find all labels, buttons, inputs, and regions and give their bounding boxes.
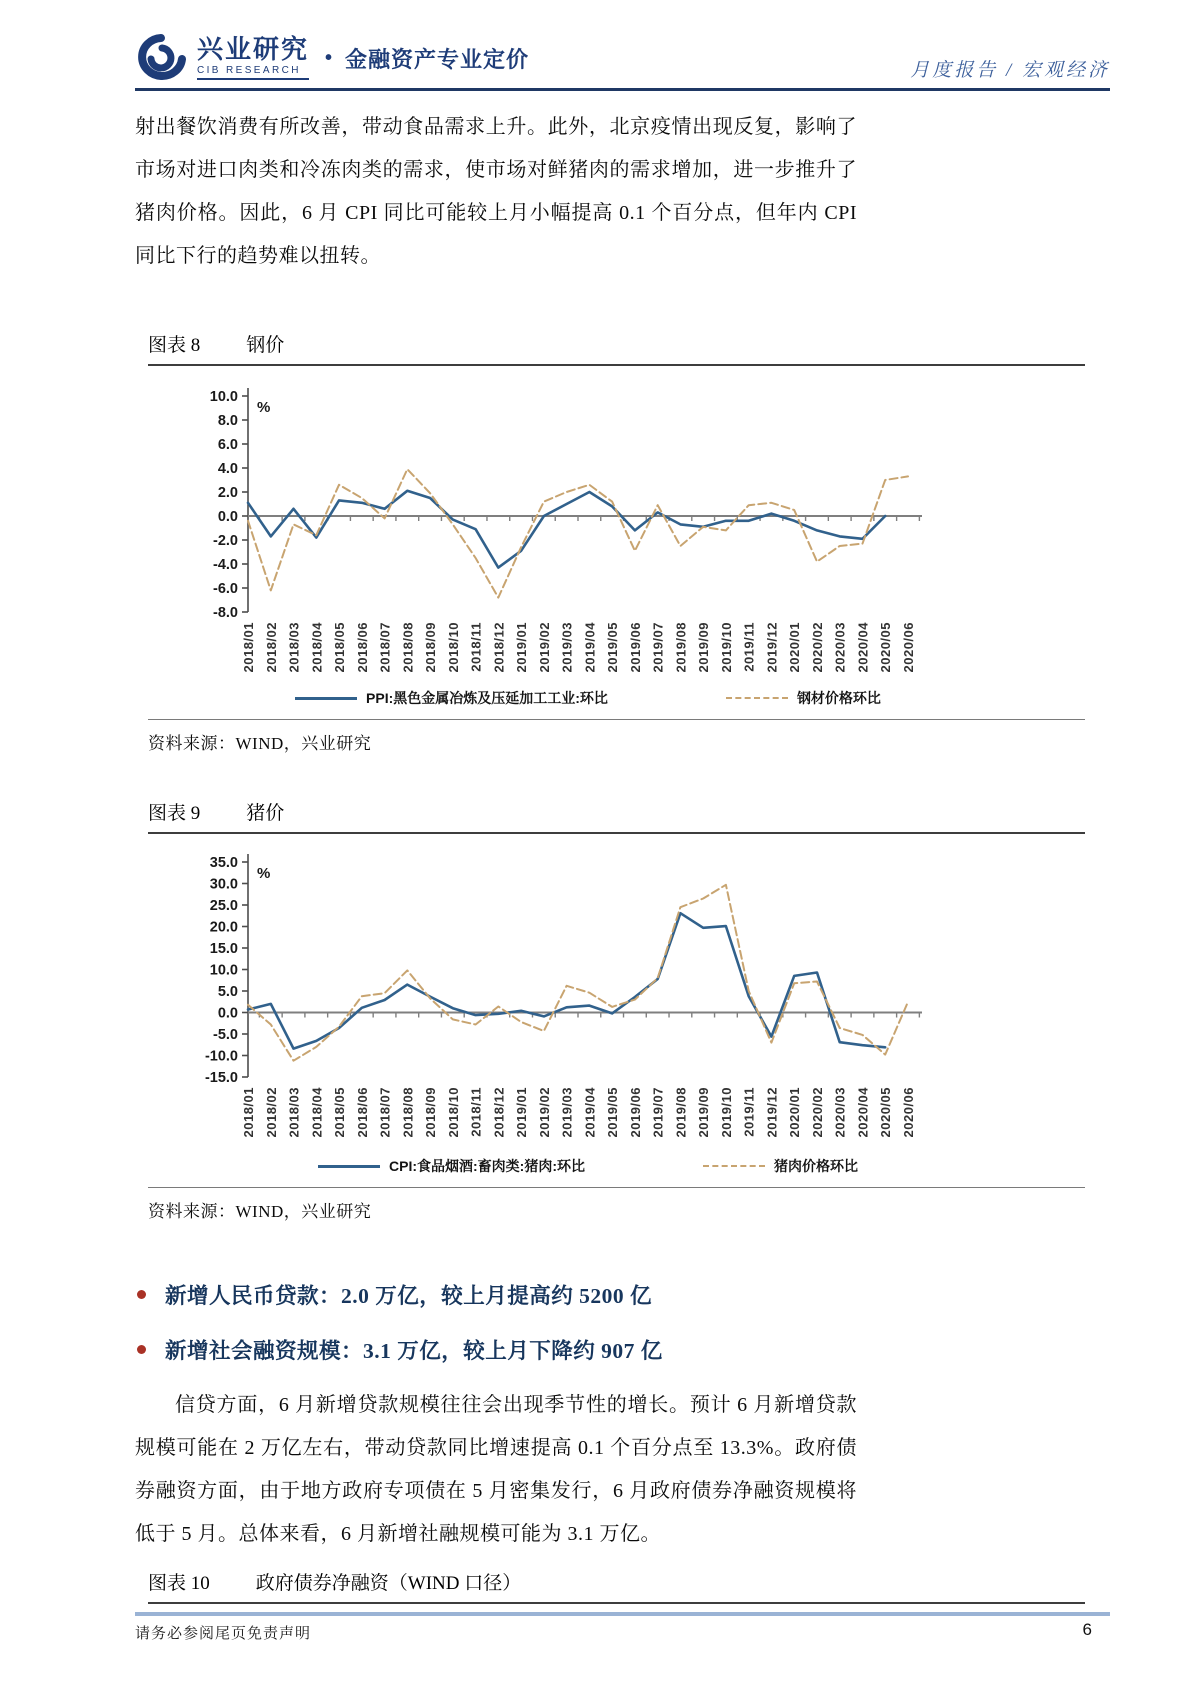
svg-text:8.0: 8.0 <box>217 413 238 429</box>
svg-text:2018/06: 2018/06 <box>354 1087 370 1138</box>
figure-8-title-row <box>148 330 1085 364</box>
svg-text:2018/04: 2018/04 <box>309 1087 325 1138</box>
header-rule <box>135 88 1110 91</box>
svg-text:2019/08: 2019/08 <box>673 622 689 673</box>
bullet-dot-icon <box>137 1290 146 1299</box>
svg-text:-15.0: -15.0 <box>204 1070 238 1086</box>
steel-price-chart <box>148 370 1085 687</box>
svg-text:2019/02: 2019/02 <box>536 622 552 673</box>
figure-8-label: 图表 8 <box>148 335 201 356</box>
svg-text:2018/03: 2018/03 <box>286 622 302 673</box>
legend-line-sample-solid <box>318 1165 380 1168</box>
svg-text:2020/04: 2020/04 <box>855 622 871 673</box>
svg-text:2019/06: 2019/06 <box>627 1087 643 1138</box>
legend-line-sample-dashed <box>703 1165 765 1167</box>
legend-line-sample-solid <box>295 697 357 700</box>
svg-text:2018/06: 2018/06 <box>354 622 370 673</box>
svg-text:2019/07: 2019/07 <box>650 622 666 673</box>
svg-text:30.0: 30.0 <box>209 876 238 893</box>
pork-price-chart <box>148 838 1085 1155</box>
svg-text:2020/06: 2020/06 <box>901 622 916 673</box>
svg-text:2019/03: 2019/03 <box>559 1087 575 1138</box>
svg-text:2019/10: 2019/10 <box>718 622 734 673</box>
svg-text:2019/10: 2019/10 <box>718 1087 734 1138</box>
pork-chart-legend <box>148 1155 1028 1177</box>
credit-paragraph: 信贷方面，6 月新增贷款规模往往会出现季节性的增长。预计 6 月新增贷款规模可能在 2 万亿左右，带动贷款同比增速提高 0.1 个百分点至 13.3%。政府债券融资方面，由于地方政府专项债在 5 月密集发行，6 月政府债券净融资规模将低于 5 月。总体来看，6 月新增社融规模可能为 3.1 万亿。 <box>135 1394 857 1545</box>
footer-disclaimer: 请务必参阅尾页免责声明 <box>135 1626 312 1642</box>
figure-8-steel-price <box>148 330 1085 754</box>
svg-text:-4.0: -4.0 <box>213 557 238 573</box>
legend-item <box>703 1155 858 1177</box>
legend-label: PPI:黑色金属冶炼及压延加工工业:环比 <box>366 690 608 706</box>
svg-text:2018/05: 2018/05 <box>332 622 348 673</box>
steel-chart-canvas <box>148 370 1085 682</box>
brand-name-cn: 兴业研究 <box>197 34 310 64</box>
svg-text:2018/02: 2018/02 <box>263 622 279 673</box>
pork-chart-canvas <box>148 838 1085 1150</box>
pork-series-solid <box>248 913 885 1048</box>
figure-9-title-row <box>148 798 1085 832</box>
steel-series-dashed <box>248 469 908 597</box>
bullet-new-social-financing <box>137 1333 957 1365</box>
svg-text:6.0: 6.0 <box>217 437 238 453</box>
bullet-new-loans-text: 新增人民币贷款：2.0 万亿，较上月提高约 5200 亿 <box>165 1283 653 1308</box>
svg-text:2019/04: 2019/04 <box>582 622 598 673</box>
figure-9-body <box>148 832 1085 1188</box>
report-type-label: 月度报告 / 宏观经济 <box>910 60 1110 81</box>
svg-text:2018/03: 2018/03 <box>286 1087 302 1138</box>
svg-text:2019/09: 2019/09 <box>696 1087 712 1138</box>
brand-text <box>197 36 309 80</box>
brand-tagline: 金融资产专业定价 <box>345 46 530 72</box>
figure-8-source: 资料来源：WIND，兴业研究 <box>148 734 372 753</box>
svg-text:25.0: 25.0 <box>209 898 238 914</box>
brand-separator-dot: • <box>325 46 333 69</box>
svg-text:2019/04: 2019/04 <box>582 1087 598 1138</box>
svg-text:2019/05: 2019/05 <box>605 1087 621 1138</box>
svg-text:2018/11: 2018/11 <box>468 1087 484 1137</box>
svg-text:2019/02: 2019/02 <box>536 1087 552 1138</box>
svg-text:2019/03: 2019/03 <box>559 622 575 673</box>
svg-text:2018/04: 2018/04 <box>309 622 325 673</box>
svg-text:2020/04: 2020/04 <box>855 1087 871 1138</box>
figure-10-title-row <box>148 1568 1085 1602</box>
figure-10-label: 图表 10 <box>148 1573 210 1594</box>
svg-text:15.0: 15.0 <box>209 941 238 957</box>
svg-text:2020/06: 2020/06 <box>901 1087 916 1138</box>
svg-text:2019/12: 2019/12 <box>764 1087 780 1138</box>
svg-text:2019/12: 2019/12 <box>764 622 780 673</box>
figure-8-title: 钢价 <box>246 335 285 356</box>
svg-text:2020/03: 2020/03 <box>832 1087 848 1138</box>
legend-label: 猪肉价格环比 <box>774 1158 858 1174</box>
svg-text:2020/01: 2020/01 <box>787 622 803 673</box>
brand-name-en: CIB RESEARCH <box>197 64 309 80</box>
footer-rule <box>135 1612 1110 1616</box>
svg-text:2020/03: 2020/03 <box>832 622 848 673</box>
svg-text:2018/01: 2018/01 <box>241 1087 256 1138</box>
svg-text:2019/06: 2019/06 <box>627 622 643 673</box>
svg-text:35.0: 35.0 <box>209 855 238 871</box>
steel-series-solid <box>248 491 885 568</box>
svg-text:2018/08: 2018/08 <box>400 1087 416 1138</box>
svg-text:20.0: 20.0 <box>209 919 238 936</box>
figure-8-body <box>148 364 1085 720</box>
page-number: 6 <box>1082 1620 1092 1639</box>
svg-text:2020/02: 2020/02 <box>809 622 825 673</box>
svg-text:5.0: 5.0 <box>217 984 238 1000</box>
intro-paragraph: 射出餐饮消费有所改善，带动食品需求上升。此外，北京疫情出现反复，影响了市场对进口肉类和冷冻肉类的需求，使市场对鲜猪肉的需求增加，进一步推升了猪肉价格。因此，6 月 CPI 同比可能较上月小幅提高 0.1 个百分点，但年内 CPI 同比下行的趋势难以扭转。 <box>135 116 857 267</box>
svg-text:2018/08: 2018/08 <box>400 622 416 673</box>
legend-item <box>295 687 608 709</box>
figure-9-label: 图表 9 <box>148 803 201 824</box>
legend-item <box>318 1155 585 1177</box>
key-forecast-bullets <box>137 1278 957 1388</box>
svg-text:2018/02: 2018/02 <box>263 1087 279 1138</box>
svg-text:2020/02: 2020/02 <box>809 1087 825 1138</box>
bullet-new-social-financing-text: 新增社会融资规模：3.1 万亿，较上月下降约 907 亿 <box>165 1338 663 1363</box>
svg-text:2019/09: 2019/09 <box>696 622 712 673</box>
figure-10-title: 政府债券净融资（WIND 口径） <box>255 1573 522 1594</box>
legend-label: CPI:食品烟酒:畜肉类:猪肉:环比 <box>389 1158 585 1174</box>
svg-text:2.0: 2.0 <box>217 485 238 501</box>
figure-9-title: 猪价 <box>246 803 285 824</box>
svg-text:2020/01: 2020/01 <box>787 1087 803 1138</box>
svg-text:2018/09: 2018/09 <box>423 622 439 673</box>
svg-text:2018/10: 2018/10 <box>445 622 461 673</box>
svg-text:2019/11: 2019/11 <box>741 1087 757 1137</box>
svg-text:10.0: 10.0 <box>209 389 238 405</box>
legend-line-sample-dashed <box>726 697 788 699</box>
svg-text:2018/10: 2018/10 <box>445 1087 461 1138</box>
figure-9-source: 资料来源：WIND，兴业研究 <box>148 1202 372 1221</box>
svg-text:2018/12: 2018/12 <box>491 622 507 673</box>
svg-text:2020/05: 2020/05 <box>878 1087 894 1138</box>
svg-text:2019/05: 2019/05 <box>605 622 621 673</box>
svg-text:2018/07: 2018/07 <box>377 622 393 673</box>
page-header <box>135 30 1110 86</box>
legend-label: 钢材价格环比 <box>796 690 881 706</box>
svg-text:0.0: 0.0 <box>217 1005 238 1022</box>
svg-text:%: % <box>257 399 271 416</box>
svg-text:2018/11: 2018/11 <box>468 622 484 672</box>
svg-text:2018/07: 2018/07 <box>377 1087 393 1138</box>
svg-text:%: % <box>257 865 271 882</box>
svg-text:2019/11: 2019/11 <box>741 622 757 672</box>
svg-text:10.0: 10.0 <box>209 962 238 979</box>
svg-text:-10.0: -10.0 <box>204 1048 238 1065</box>
brand-block <box>135 34 529 82</box>
svg-text:2019/01: 2019/01 <box>514 1087 530 1138</box>
cib-swirl-logo-icon <box>135 34 187 82</box>
svg-text:-2.0: -2.0 <box>213 533 238 549</box>
svg-text:2018/01: 2018/01 <box>241 622 256 673</box>
svg-text:2019/07: 2019/07 <box>650 1087 666 1138</box>
figure-10-top-rule <box>148 1602 1085 1606</box>
svg-text:2019/01: 2019/01 <box>514 622 530 673</box>
bullet-new-loans <box>137 1278 957 1310</box>
svg-text:2020/05: 2020/05 <box>878 622 894 673</box>
svg-text:-8.0: -8.0 <box>213 605 238 621</box>
svg-text:2018/12: 2018/12 <box>491 1087 507 1138</box>
svg-text:0.0: 0.0 <box>217 509 238 525</box>
bullet-dot-icon <box>137 1345 146 1354</box>
steel-chart-legend <box>148 687 1028 709</box>
svg-text:2019/08: 2019/08 <box>673 1087 689 1138</box>
svg-text:4.0: 4.0 <box>217 461 238 477</box>
figure-10-gov-bond-financing <box>148 1568 1085 1606</box>
svg-text:-5.0: -5.0 <box>213 1027 238 1043</box>
figure-9-pork-price <box>148 798 1085 1222</box>
svg-text:2018/09: 2018/09 <box>423 1087 439 1138</box>
svg-text:-6.0: -6.0 <box>213 581 238 597</box>
legend-item <box>726 687 881 709</box>
svg-text:2018/05: 2018/05 <box>332 1087 348 1138</box>
